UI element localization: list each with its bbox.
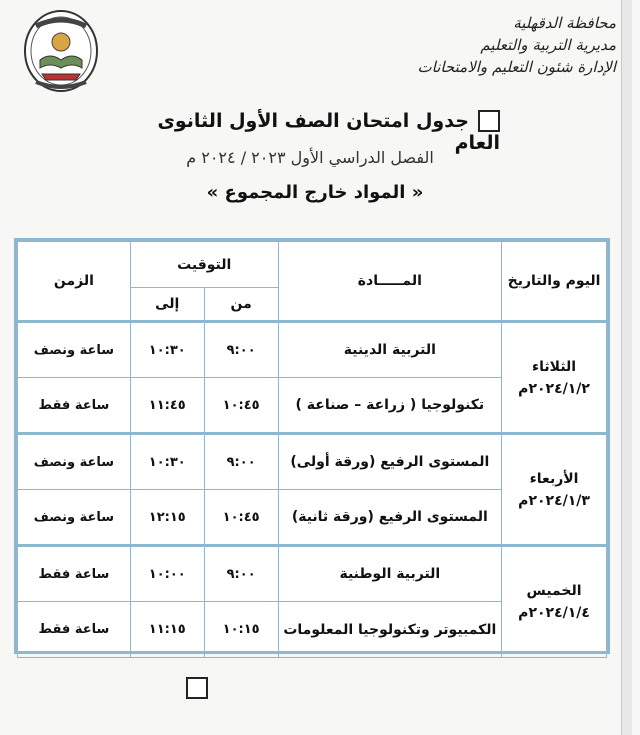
day-cell [502, 322, 607, 434]
schedule-title: جدول امتحان الصف الأول الثانوى العام [157, 110, 500, 154]
from-cell: ١٠:٤٥ [204, 378, 278, 434]
table-row [18, 434, 607, 490]
duration-cell: ساعة ونصف [18, 322, 131, 378]
day-cell [502, 434, 607, 546]
subject-cell: التربية الدينية [278, 322, 502, 378]
subject-cell: التربية الوطنية [278, 546, 502, 602]
from-cell: ١٠:١٥ [204, 602, 278, 658]
bottom-checkbox[interactable] [186, 677, 208, 699]
from-cell: ٩:٠٠ [204, 434, 278, 490]
to-cell: ١٠:٣٠ [130, 322, 204, 378]
header-to: إلى [130, 288, 204, 322]
header-timing: التوقيت [130, 242, 278, 288]
duration-cell: ساعة ونصف [18, 490, 131, 546]
duration-cell: ساعة فقط [18, 546, 131, 602]
exam-schedule-table [14, 238, 610, 654]
header-day: اليوم والتاريخ [502, 242, 607, 322]
to-cell: ١١:١٥ [130, 602, 204, 658]
section-line: « المواد خارج المجموع » [206, 182, 424, 203]
title-row [150, 110, 500, 154]
page-edge [621, 0, 632, 735]
day-cell [502, 546, 607, 658]
day-date: ٢٠٢٤/١/٣م [518, 492, 590, 509]
table-row [18, 546, 607, 602]
to-cell: ١١:٤٥ [130, 378, 204, 434]
from-cell: ٩:٠٠ [204, 546, 278, 602]
day-date: ٢٠٢٤/١/٤م [518, 605, 590, 621]
header-line-governorate: محافظة الدقهلية [513, 14, 616, 32]
duration-cell: ساعة فقط [18, 602, 131, 658]
day-name: الأربعاء [529, 470, 579, 487]
semester-line: الفصل الدراسي الأول ٢٠٢٣ / ٢٠٢٤ م [186, 148, 434, 167]
duration-cell: ساعة ونصف [18, 434, 131, 490]
day-name: الخميس [526, 583, 582, 599]
header-subject: المـــــادة [278, 242, 502, 322]
day-date: ٢٠٢٤/١/٢م [518, 380, 590, 397]
table-row [18, 322, 607, 378]
subject-cell: المستوى الرفيع (ورقة ثانية) [278, 490, 502, 546]
subject-cell: المستوى الرفيع (ورقة أولى) [278, 434, 502, 490]
duration-cell: ساعة فقط [18, 378, 131, 434]
subject-cell: الكمبيوتر وتكنولوجيا المعلومات [278, 602, 502, 658]
from-cell: ١٠:٤٥ [204, 490, 278, 546]
subject-cell: تكنولوجيا ( زراعة – صناعة ) [278, 378, 502, 434]
title-checkbox[interactable] [478, 110, 500, 132]
to-cell: ١٢:١٥ [130, 490, 204, 546]
day-name: الثلاثاء [532, 358, 577, 375]
header-duration: الزمن [18, 242, 131, 322]
to-cell: ١٠:٣٠ [130, 434, 204, 490]
header-line-department: الإدارة شئون التعليم والامتحانات [417, 58, 616, 76]
header-line-directorate: مديرية التربية والتعليم [480, 36, 616, 54]
directorate-header [386, 12, 616, 78]
to-cell: ١٠:٠٠ [130, 546, 204, 602]
from-cell: ٩:٠٠ [204, 322, 278, 378]
governorate-logo-icon [22, 8, 100, 94]
header-from: من [204, 288, 278, 322]
